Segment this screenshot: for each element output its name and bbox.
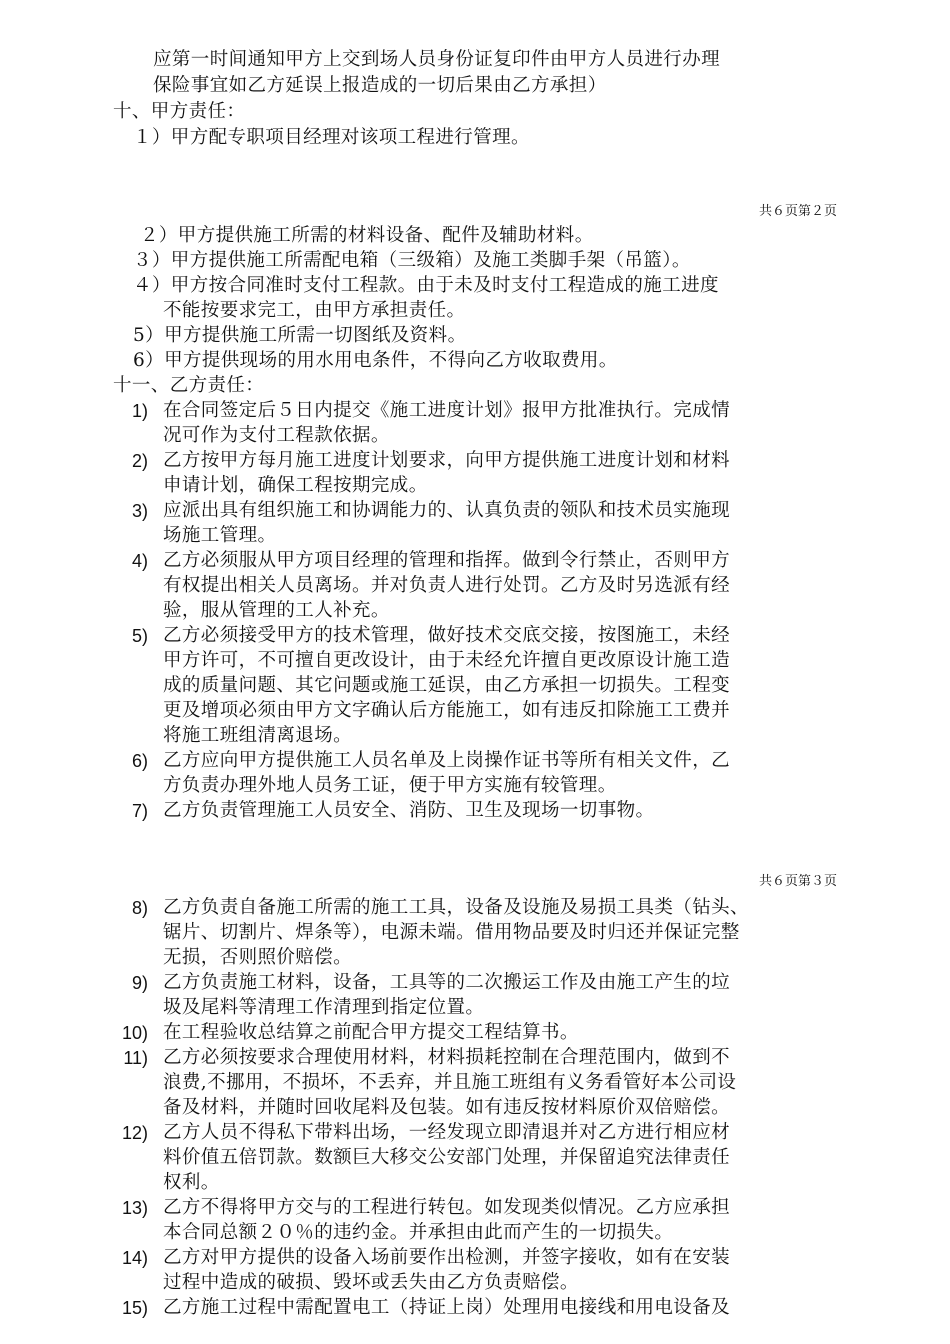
- list-item-text: 无损，否则照价赔偿。: [163, 947, 353, 968]
- list-item-text: 乙方按甲方每月施工进度计划要求，向甲方提供施工进度计划和材料: [163, 450, 731, 471]
- list-item-text: 方负责办理外地人员务工证，便于甲方实施有较管理。: [163, 775, 617, 796]
- list-item-text: 有权提出相关人员离场。并对负责人进行处罚。乙方及时另选派有经: [163, 575, 731, 596]
- list-item-number: 8): [131, 898, 148, 918]
- list-item-text: 将施工班组清离退场。: [163, 725, 353, 746]
- list-item-text: 乙方负责自备施工所需的施工工具，设备及设施及易损工具类（钻头、: [163, 897, 749, 918]
- list-item-text: 应派出具有组织施工和协调能力的、认真负责的领队和技术员实施现: [163, 500, 731, 521]
- list-item-text: 乙方负责施工材料，设备，工具等的二次搬运工作及由施工产生的垃: [163, 972, 731, 993]
- list-item-text: 浪费,不挪用，不损坏，不丢弃，并且施工班组有义务看管好本公司设: [163, 1072, 737, 1093]
- list-item-text: 验，服从管理的工人补充。: [163, 600, 390, 621]
- party-a-item-3: ３）甲方提供施工所需配电箱（三级箱）及施工类脚手架（吊篮）。: [133, 250, 691, 271]
- list-item-text: 料价值五倍罚款。数额巨大移交公安部门处理，并保留追究法律责任: [163, 1147, 731, 1168]
- list-item-text: 乙方必须接受甲方的技术管理，做好技术交底交接，按图施工，未经: [163, 625, 731, 646]
- list-item-number: 13): [121, 1198, 148, 1218]
- party-a-item-1: １）甲方配专职项目经理对该项工程进行管理。: [133, 127, 530, 148]
- party-a-item-4: ４）甲方按合同准时支付工程款。由于未及时支付工程造成的施工进度: [133, 275, 719, 296]
- list-item-number: 4): [131, 551, 148, 571]
- section-heading-party-a: 十、甲方责任：: [113, 101, 246, 122]
- party-a-item-2: ２）甲方提供施工所需的材料设备、配件及辅助材料。: [140, 225, 594, 246]
- page-footer: 共６页第２页: [758, 204, 837, 219]
- list-item-number: 7): [131, 801, 148, 821]
- page-footer: 共６页第３页: [758, 874, 837, 889]
- list-item-number: 6): [131, 751, 148, 771]
- list-item-text: 权利。: [163, 1172, 220, 1193]
- list-item-text: 场施工管理。: [163, 525, 277, 546]
- list-item-text: 成的质量问题、其它问题或施工延误，由乙方承担一切损失。工程变: [163, 675, 731, 696]
- list-item-text: 申请计划，确保工程按期完成。: [163, 475, 428, 496]
- list-item-text: 备及材料，并随时回收尾料及包装。如有违反按材料原价双倍赔偿。: [163, 1097, 731, 1118]
- continuation-line: 保险事宜如乙方延误上报造成的一切后果由乙方承担）: [153, 75, 607, 96]
- list-item-text: 乙方必须按要求合理使用材料，材料损耗控制在合理范围内，做到不: [163, 1047, 731, 1068]
- list-item-text: 甲方许可，不可擅自更改设计，由于未经允许擅自更改原设计施工造: [163, 650, 731, 671]
- party-a-item-6: 6）甲方提供现场的用水用电条件，不得向乙方收取费用。: [133, 350, 618, 371]
- list-item-number: 10): [121, 1023, 148, 1043]
- list-item-number: 1): [131, 401, 148, 421]
- list-item-text: 乙方必须服从甲方项目经理的管理和指挥。做到令行禁止，否则甲方: [163, 550, 731, 571]
- list-item-number: 12): [121, 1123, 148, 1143]
- list-item-text: 在合同签定后５日内提交《施工进度计划》报甲方批准执行。完成情: [163, 400, 731, 421]
- list-item-text: 圾及尾料等清理工作清理到指定位置。: [163, 997, 485, 1018]
- list-item-text: 乙方人员不得私下带料出场，一经发现立即清退并对乙方进行相应材: [163, 1122, 731, 1143]
- party-a-item-5: 5）甲方提供施工所需一切图纸及资料。: [133, 325, 467, 346]
- list-item-text: 乙方不得将甲方交与的工程进行转包。如发现类似情况。乙方应承担: [163, 1197, 731, 1218]
- list-item-number: 5): [131, 626, 148, 646]
- list-item-text: 况可作为支付工程款依据。: [163, 425, 390, 446]
- list-item-text: 乙方对甲方提供的设备入场前要作出检测，并签字接收，如有在安装: [163, 1247, 731, 1268]
- list-item-text: 更及增项必须由甲方文字确认后方能施工，如有违反扣除施工工费并: [163, 700, 731, 721]
- list-item-text: 在工程验收总结算之前配合甲方提交工程结算书。: [163, 1022, 579, 1043]
- list-item-number: 14): [121, 1248, 148, 1268]
- list-item-number: 9): [131, 973, 148, 993]
- list-item-number: 15): [121, 1298, 148, 1318]
- list-item-text: 过程中造成的破损、毁坏或丢失由乙方负责赔偿。: [163, 1272, 579, 1293]
- list-item-text: 乙方应向甲方提供施工人员名单及上岗操作证书等所有相关文件，乙: [163, 750, 731, 771]
- list-item-number: 3): [131, 501, 148, 521]
- section-heading-party-b: 十一、乙方责任：: [113, 375, 265, 396]
- list-item-number: 11): [123, 1048, 148, 1068]
- list-item-text: 乙方负责管理施工人员安全、消防、卫生及现场一切事物。: [163, 800, 655, 821]
- party-a-item-4-cont: 不能按要求完工，由甲方承担责任。: [163, 300, 466, 321]
- list-item-text: 乙方施工过程中需配置电工（持证上岗）处理用电接线和用电设备及: [163, 1297, 731, 1318]
- list-item-number: 2): [131, 451, 148, 471]
- continuation-line: 应第一时间通知甲方上交到场人员身份证复印件由甲方人员进行办理: [153, 49, 721, 70]
- list-item-text: 锯片、切割片、焊条等），电源未端。借用物品要及时归还并保证完整: [163, 922, 740, 943]
- list-item-text: 本合同总额２０％的违约金。并承担由此而产生的一切损失。: [163, 1222, 674, 1243]
